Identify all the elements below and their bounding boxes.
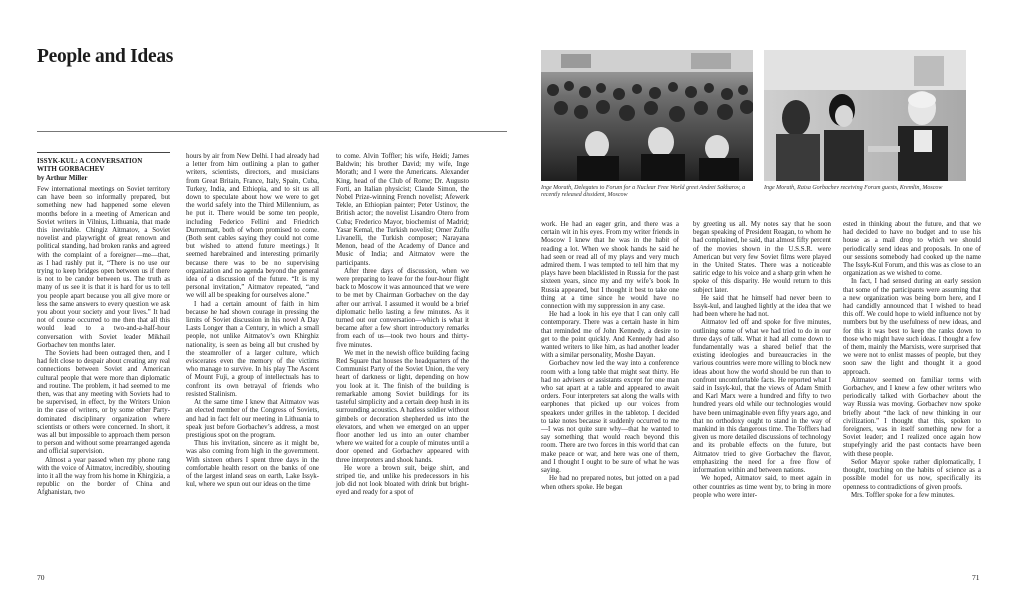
text-column-1 (37, 152, 170, 497)
paragraph: He had no prepared notes, but jotted on a pad when others spoke. He began (541, 474, 679, 491)
paragraph: Aitmatov seemed on familiar terms with Gorbachev, and I knew a few other writers who periodically talked with Gorbachev about the way Russia was moving. Gorbachev now spoke briefly about “the lack of new thinking in our civilization.” I thought that this, spoken to foreigners, was in itself something new for a Soviet leader; and I realized once again how stupefyingly arid the past contacts have been with these people. (843, 375, 981, 458)
text-column-5 (693, 220, 831, 499)
text-column-6 (843, 220, 981, 499)
paragraph: After three days of discussion, when we were preparing to leave for the four-hour flight back to Moscow it was announced that we were to be met by Chairman Gorbachev on the day after our arrival. I assumed it would be a brief diplomatic hello lasting a few minutes. As it turned out our conversation—which is what it became after a few short introductory remarks from each of us—took two hours and thirty-five minutes. (336, 266, 469, 349)
photo-raisa-gorbachev (764, 50, 966, 181)
text-column-4 (541, 220, 679, 491)
paragraph: We met in the newish office building facing Red Square that houses the headquarters of the Communist Party of the Soviet Union, the very heart of darkness or light, depending on how you look at it. The finish of the building is remarkable among Soviet buildings for its tasteful simplicity and a certain deep hush in its surrounding acoustics. A hatless soldier without gimbels or decoration shepherded us into the elevators, and when we emerged on an upper floor another led us into an outer chamber where we waited for a couple of minutes until a door opened and Gorbachev appeared with three interpreters and shook hands. (336, 348, 469, 464)
photo-raisa-image (764, 50, 966, 181)
paragraph: Few international meetings on Soviet territory can have been so informally prepared, but something new had happened some eleven months before in a meeting of American and Soviet writers in Vilnius, Lithuania, that made this inevitable. Chingiz Aitmatov, a Soviet novelist and playwright of great renown and political standing, had broken ranks and agreed with the complaint of a foreigner—me—that, as I had rashly put it, “There is no use our trying to keep bridges open between us if there is not to be candor between us. The truth as many of us see it is that it is hard for us to tell you people apart because you all give more or less the same answers to every question we ask you about your society and your lives.” It had not of course occurred to me then that all this would lead to a two-and-a-half-hour conversation with Soviet leader Mikhail Gorbachev ten months later. (37, 184, 170, 349)
paragraph: ested in thinking about the future, and that we had decided to have no budget and to use his house as a mail drop to which we should periodically send ideas and proposals. In one of our sessions somebody had cooked up the name The Issyk-Kul Forum, and this was as close to an organization as we wished to come. (843, 220, 981, 278)
paragraph: work. He had an eager grin, and there was a certain wit in his eyes. From my writer friends in Moscow I knew that he was in the habit of reading a lot. When we shook hands he said he had seen or read all of my plays and very much admired them. I was tempted to tell him that my plays have been blacklisted in Russia for the past sixteen years, since my and my wife’s book In Russia appeared, but I thought it best to take one thing at a time since he would have no connection with my suppression in any case. (541, 220, 679, 311)
article-byline: by Arthur Miller (37, 173, 88, 182)
photo-delegates-image (541, 50, 753, 181)
section-rule (37, 131, 507, 132)
paragraph: Aitmatov led off and spoke for five minutes, outlining some of what we had tried to do in our three days of talk. What it had all come down to fundamentally was a shared belief that the existing ideologies and bureaucracies in the various countries were more willing to block new ideas about how the world should be run than to confront uncomfortable facts. He reported what I said in Issyk-kul, that the views of Adam Smith and Karl Marx were a hundred and fifty to two hundred years old while our technologies would have been unimaginable even fifty years ago, and that no orthodoxy ought to stand in the way of mankind in this dangerous time. The Tofflers had given us more detailed discussions of technology and its probable effects on the future, but Aitmatov tried to give Gorbachev the flavor, emphasizing the need for a free flow of information within and between nations. (693, 318, 831, 475)
paragraph: hours by air from New Delhi. I had already had a letter from him outlining a plan to gather writers, scientists, directors, and musicians from Great Britain, France, Italy, Spain, Cuba, Turkey, India, and Ethiopia, and to sit us all down to speculate about how we were to get the world safely into the Third Millennium, as he put it. There would be some ten people, including Federico Fellini and Friedrich Durrenmatt, both of whom promised to come. (Both sent cables saying they could not come but wished to attend future meetings.) It seemed harebrained and interesting primarily because there was to be no supervising organization and no agenda beyond the general idea of a discussion of the future. “It is my personal invitation,” Aitmatov repeated, “and we will all be speaking for ourselves alone.” (186, 152, 319, 300)
paragraph: Gorbachev now led the way into a conference room with a long table that might seat thirty. He had no advisers or assistants except for one man who sat apart at a table and appeared to await orders. Four interpreters sat along the walls with earphones that picked up our voices from speakers under grilles in the tabletop. I decided to take notes because it suddenly occurred to me—I was not quite sure why—that he wanted to say something that would reach beyond this room. There are two forces in this world that can make peace or war, and here was one of them, and I thought I ought to be sure of what he was saying. (541, 359, 679, 475)
page-title: People and Ideas (37, 46, 174, 67)
paragraph: by greeting us all. My notes say that he soon began speaking of President Reagan, to whom he had complained, he said, that almost fifty percent of the movies shown in the U.S.S.R. were American but very few Soviet films were played in the United States. There was a noticeable satiric edge to his voice and a sharp grin when he spoke of this disparity. He would return to this subject later. (693, 220, 831, 294)
paragraph: Mrs. Toffler spoke for a few minutes. (851, 490, 955, 499)
article-headline: ISSYK-KUL: A CONVERSATION WITH GORBACHEV (37, 157, 143, 174)
paragraph: He said that he himself had never been to Issyk-kul, and laughed lightly at the idea that we had been where he had not. (693, 293, 831, 319)
right-page (507, 0, 1014, 600)
paragraph: Thus his invitation, sincere as it might be, was also coming from high in the government. With sixteen others I spent three days in the comfortable health resort on the banks of one of the largest inland seas on earth, Lake Issyk-kul, where we spun out our ideas on the time (186, 439, 319, 489)
paragraph: Señor Mayor spoke rather diplomatically, I thought, touching on the habits of science as a possible model for us now, specifically its openness to contradictions of given proofs. (843, 457, 981, 491)
text-column-2 (186, 152, 319, 488)
page-number-left: 70 (37, 573, 45, 582)
paragraph: At the same time I knew that Aitmatov was an elected member of the Congress of Soviets, and had in fact felt our meeting in Lithuania to speak just before Gorbachev’s address, a most prestigious spot on the program. (186, 398, 319, 439)
paragraph: The Soviets had been outraged then, and I had felt close to despair about creating any real connections between Soviet and American cultural people that were more than diplomatic and routine. The problem, it had seemed to me then, was that any meeting with Soviets had to be supervised, in effect, by the Writers Union in the case of writers, or by some other Party-dominated disciplinary organization where scientists or others were concerned. In short, it was all but impossible to approach them person to person and without some prearranged agenda and official supervision. (37, 348, 170, 456)
paragraph: We hoped, Aitmatov said, to meet again in other countries as time went by, to bring in more people who were inter- (693, 474, 831, 499)
photo-caption-1: Inge Morath, Delegates to Forum for a Nuclear Free World greet Andrei Sakharov, a recently released dissident, Moscow (541, 185, 746, 199)
paragraph: In fact, I had sensed during an early session that some of the participants were assuming that a new organization was being born here, and I had candidly announced that I wished to head this off. We could hope to wield influence not by numbers but by the usefulness of new ideas, and for this it was best to keep the ranks down to those who might have such ideas. I thought a few of them, mainly the Marxists, were surprised that we were not to enlist masses of people, but they soon saw the light and thought it a good approach. (843, 277, 981, 376)
paragraph: Almost a year passed when my phone rang with the voice of Aitmatov, incredibly, shouting into it all the way from his home in Khirgizia, a republic on the border of China and Afghanistan, two (37, 455, 170, 497)
paragraph: I had a certain amount of faith in him because he had shown courage in pressing the limits of Soviet discussion in his novel A Day Lasts Longer than a Century, in which a small people, not unlike Aitmatov’s own Khirghiz nationality, is seen as being all but crushed by the steamroller of a larger culture, which eviscerates even the memory of the victims who manage to survive. In his play The Ascent of Mount Fuji, a group of intellectuals has to confront its own betrayal of friends who resisted Stalinism. (186, 299, 319, 398)
paragraph: He had a look in his eye that I can only call contemporary. There was a certain haste in him that reminded me of John Kennedy, a desire to get to the point quickly. And Kennedy had also wanted writers to like him, as had another leader with a similar personality, Moshe Dayan. (541, 310, 679, 360)
paragraph: He wore a brown suit, beige shirt, and striped tie, and unlike his predecessors in his job did not look bloated with drink but bright-eyed and ready for a spot of (336, 463, 469, 497)
photo-delegates-greeting (541, 50, 753, 181)
paragraph: to come. Alvin Toffler; his wife, Heidi; James Baldwin; his brother David; my wife, Inge Morath; and I were the Americans. Alexander King, head of the Club of Rome; Dr. Augusto Forti, an Italian physicist; Claude Simon, the Nobel Prize-winning French novelist; Afewerk Tekle, an Ethiopian painter; Peter Ustinov, the British actor; the novelist Lisandro Otero from Cuba; Frederico Mayor, biochemist of Madrid; Yasar Kemal, the Turkish novelist; Omer Zulfu Livanelli, the Turkish composer; Narayana Menon, head of the Academy of Dance and Music of India; and Aitmatov were the participants. (336, 152, 469, 267)
headline-rule (37, 152, 170, 153)
page-number-right: 71 (972, 573, 980, 582)
text-column-3 (336, 152, 469, 497)
photo-caption-2: Inge Morath, Raisa Gorbachev receiving Forum guests, Kremlin, Moscow (764, 185, 943, 191)
